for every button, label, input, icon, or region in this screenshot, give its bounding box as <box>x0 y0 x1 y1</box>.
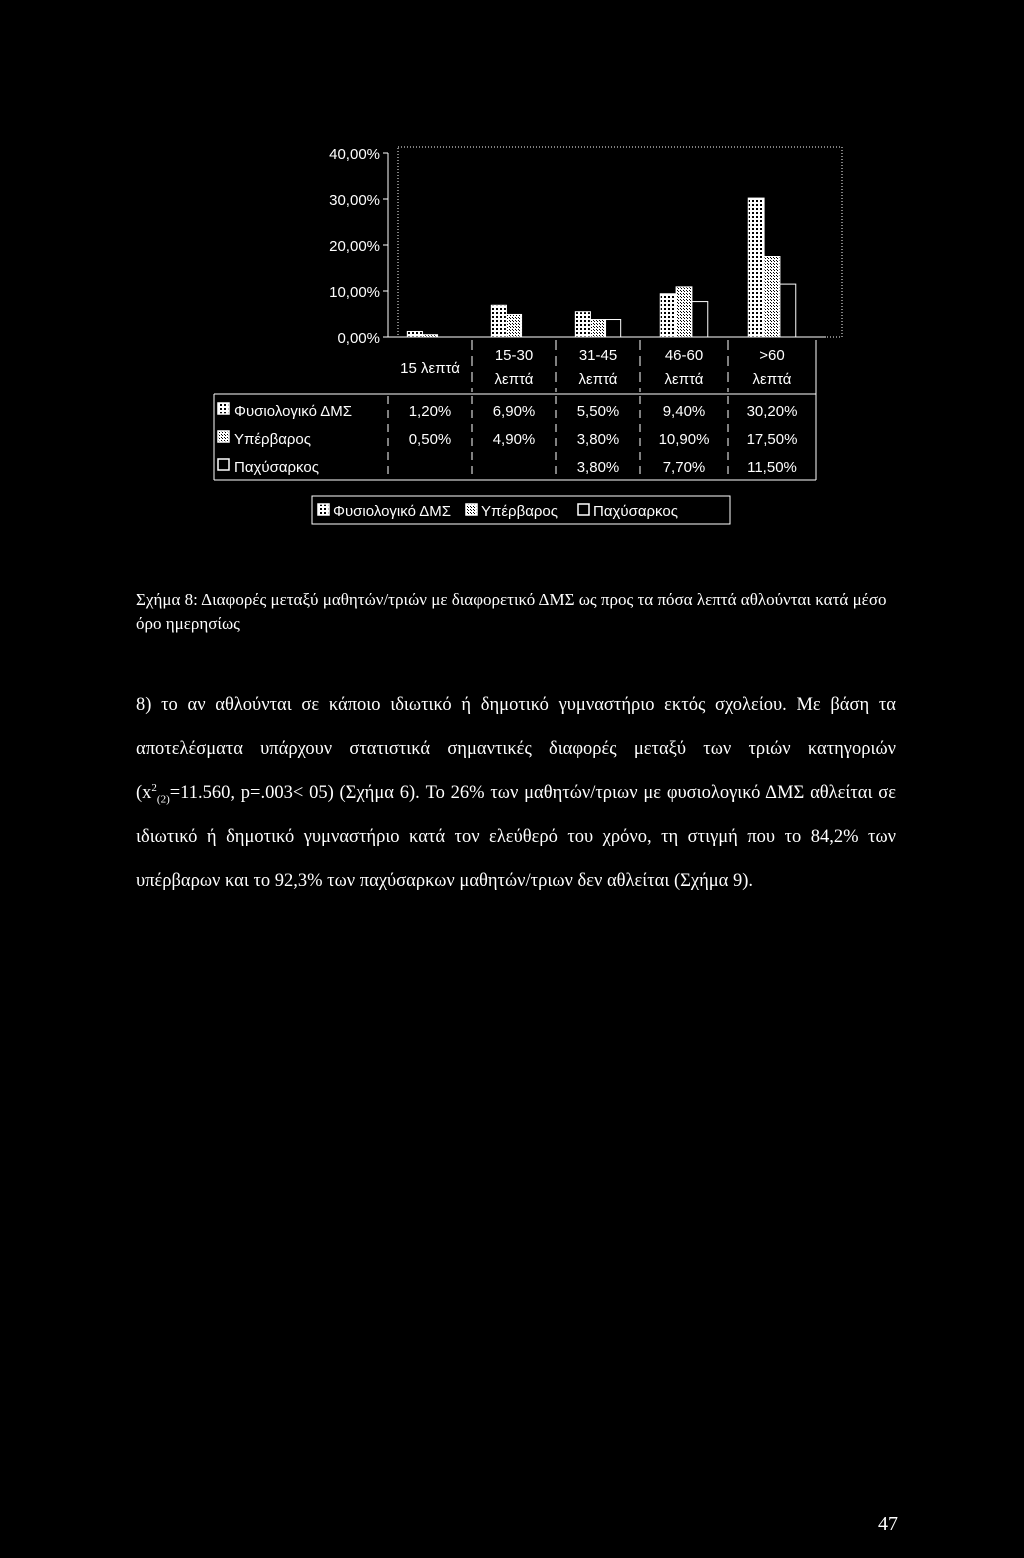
data-label: 10,90% <box>658 431 710 448</box>
data-label: 0,50% <box>408 431 452 448</box>
chi-square-superscript: 2 <box>151 781 157 794</box>
x-tick-label: >60 <box>759 347 785 364</box>
bar <box>590 320 605 337</box>
data-label: 3,80% <box>576 459 620 476</box>
y-tick-label: 0,00% <box>337 330 380 347</box>
x-tick-label: λεπτά <box>752 371 792 388</box>
y-tick-label: 30,00% <box>329 192 380 209</box>
bar-chart <box>0 0 1024 540</box>
bar <box>676 287 692 337</box>
legend-label: Φυσιολογικό ΔΜΣ <box>333 503 452 520</box>
bar <box>780 284 796 337</box>
paragraph-text-2: =11.560, p=.003< 05) (Σχήμα 6). Το 26% των μαθητών/τριων με φυσιολογικό ΔΜΣ αθλείται σε ιδιωτικό ή δημοτικό γυμναστήριο κατά τον ελεύθερό του χρόνο, τη στιγμή που το 84,2% των υπέρβαρων και το 92,3% των παχύσαρκων μαθητών/τριων δεν αθλείται (Σχήμα 9). <box>136 783 896 891</box>
data-label: 3,80% <box>576 431 620 448</box>
bar <box>748 198 764 337</box>
x-tick-label: 46-60 <box>664 347 704 364</box>
page-number: 47 <box>878 1513 898 1535</box>
data-label: 6,90% <box>492 403 536 420</box>
bar <box>422 335 437 337</box>
legend-key <box>578 504 589 515</box>
y-tick-label: 40,00% <box>329 146 380 163</box>
bar <box>407 331 422 337</box>
series-name: Φυσιολογικό ΔΜΣ <box>234 403 353 420</box>
legend-key <box>218 459 229 470</box>
y-tick-label: 10,00% <box>329 284 380 301</box>
data-label: 11,50% <box>747 459 797 476</box>
paragraph-text-1: 8) το αν αθλούνται σε κάποιο ιδιωτικό ή δημοτικό γυμναστήριο εκτός σχολείου. Με βάση τα αποτελέσματα υπάρχουν στατιστικά σημαντικές διαφορές μεταξύ των τριών κατηγοριών (x <box>136 695 896 803</box>
bar <box>506 314 521 337</box>
body-paragraph <box>136 683 896 903</box>
series-name: Παχύσαρκος <box>234 459 319 476</box>
figure-caption: Σχήμα 8: Διαφορές μεταξύ μαθητών/τριών με διαφορετικό ΔΜΣ ως προς τα πόσα λεπτά αθλούνται κατά μέσο όρο ημερησίως <box>136 590 887 633</box>
x-tick-label: 31-45 <box>578 347 618 364</box>
x-tick-label: λεπτά <box>664 371 704 388</box>
legend-key <box>218 431 229 442</box>
series-name: Υπέρβαρος <box>234 431 311 448</box>
x-tick-label: λεπτά <box>578 371 618 388</box>
data-label: 4,90% <box>492 431 536 448</box>
x-tick-label: 15 λεπτά <box>400 360 460 377</box>
legend-key <box>318 504 329 515</box>
x-tick-label: 15-30 <box>494 347 534 364</box>
bar <box>606 320 621 337</box>
legend-key <box>466 504 477 515</box>
data-label: 1,20% <box>408 403 452 420</box>
data-label: 30,20% <box>746 403 798 420</box>
bar <box>491 305 506 337</box>
legend-label: Παχύσαρκος <box>593 503 678 520</box>
data-label: 5,50% <box>576 403 620 420</box>
bar <box>575 312 590 337</box>
x-tick-label: λεπτά <box>494 371 534 388</box>
y-tick-label: 20,00% <box>329 238 380 255</box>
data-label: 9,40% <box>662 403 706 420</box>
data-label: 7,70% <box>662 459 706 476</box>
legend-label: Υπέρβαρος <box>481 503 558 520</box>
bar <box>764 257 780 338</box>
bar <box>660 294 676 337</box>
bar <box>692 302 708 337</box>
chi-square-subscript: (2) <box>156 793 170 806</box>
legend-key <box>218 403 229 414</box>
data-label: 17,50% <box>746 431 798 448</box>
